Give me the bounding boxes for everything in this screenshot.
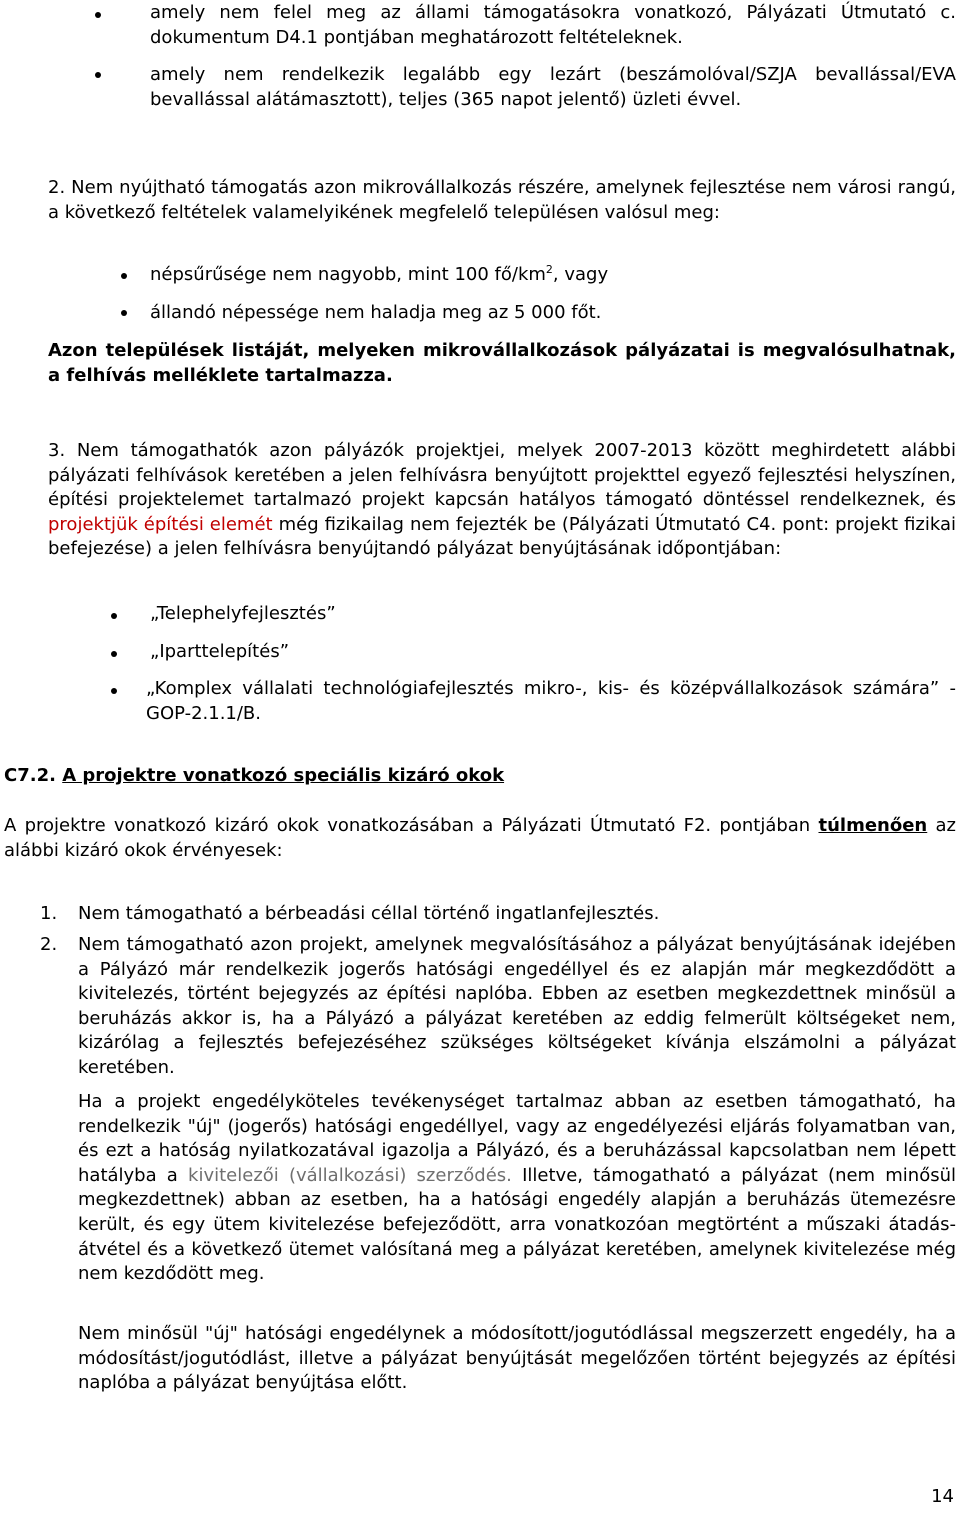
- list-item: „Iparttelepítés”: [150, 641, 290, 662]
- section-heading: [4, 764, 956, 789]
- intro-paragraph: [4, 814, 956, 863]
- intro-emphasis: túlmenően: [818, 815, 928, 836]
- bold-note: Azon települések listáját, melyeken mikrovállalkozások pályázatai is megvalósulhatnak, a felhívás melléklete tartalmazza.: [48, 340, 956, 386]
- gray-text: kivitelezői (vállalkozási) szerződés.: [188, 1164, 512, 1186]
- section-3-paragraph: [48, 439, 956, 562]
- list-item: „Telephelyfejlesztés”: [150, 603, 336, 624]
- heading-number: C7.2.: [4, 765, 56, 786]
- bullet-dot: [95, 12, 101, 18]
- bullet-dot: [111, 688, 117, 694]
- list-item: amely nem felel meg az állami támogatásokra vonatkozó, Pályázati Útmutató c. dokumentum D4.1 pontjában meghatározott feltételeknek.: [150, 2, 956, 48]
- bullet-dot: [111, 651, 117, 657]
- section-2-paragraph: [48, 176, 956, 225]
- numbered-item: Nem támogatható azon projekt, amelynek megvalósításához a pályázat benyújtásának idejében a Pályázó már rendelkezik jogerős hatósági engedéllyel és ez alapján már megkezdődött a kivitelezés, történt bejegyzés az építési naplóba. Ebben az esetben megkezdettnek minősül a beruházás akkor is, ha a Pályázó a pályázat keretében az eddig felmerült költségeket nem, kizárólag a fejlesztés befejezéséhez szükséges költségeket kívánja elszámolni a pályázat keretében.: [78, 934, 956, 1078]
- paragraph-text-cont: Illetve, támogatható a pályázat (nem minősül megkezdettnek) abban az esetben, ha a hatósági engedély alapján a beruházás ütemezésre került, és egy ütem kivitelezése befejeződött, arra vonatkozóan megtörtént a műszaki átadás-átvétel és a következő ütemet valósítaná meg a pályázat keretében, amelynek kivitelezése még nem kezdődött meg.: [78, 1164, 956, 1285]
- superscript: 2: [545, 263, 553, 276]
- list-item: állandó népessége nem haladja meg az 5 000 főt.: [150, 302, 602, 323]
- intro-text-cont: az alábbi kizáró okok érvényesek:: [4, 815, 956, 861]
- bullet-dot: [121, 310, 127, 316]
- item-number: 2.: [40, 934, 58, 955]
- list-item: „Komplex vállalati technológiafejlesztés mikro-, kis- és középvállalkozások számára” - GOP-2.1.1/B.: [146, 678, 956, 724]
- list-item-tail: , vagy: [552, 264, 609, 285]
- bullet-dot: [95, 72, 101, 78]
- item-number: 1.: [40, 903, 58, 924]
- section-number: 3.: [48, 440, 66, 461]
- section-text-cont: még fizikailag nem fejezték be (Pályázati Útmutató C4. pont: projekt fizikai befejezése) a jelen felhívásra benyújtandó pályázat benyújtásának időpontjában:: [48, 513, 956, 560]
- bullet-dot: [111, 613, 117, 619]
- section-text: Nem nyújtható támogatás azon mikrovállalkozás részére, amelynek fejlesztése nem városi rangú, a következő feltételek valamelyikének megfelelő településen valósul meg:: [48, 177, 956, 223]
- paragraph: Nem minősül "új" hatósági engedélynek a módosított/jogutódlással megszerzett engedély, ha a módosítást/jogutódlást, illetve a pályázat benyújtását megelőzően történt bejegyzés az építési naplóba a pályázat benyújtása előtt.: [78, 1323, 956, 1394]
- heading-title: A projektre vonatkozó speciális kizáró okok: [62, 765, 505, 786]
- paragraph: [78, 1090, 956, 1287]
- section-number: 2.: [48, 177, 66, 198]
- page-number: 14: [931, 1486, 954, 1507]
- list-item: [150, 263, 956, 288]
- bullet-dot: [121, 273, 127, 279]
- list-item: amely nem rendelkezik legalább egy lezárt (beszámolóval/SZJA bevallással/EVA bevallással alátámasztott), teljes (365 napot jelentő) üzleti évvel.: [150, 64, 956, 110]
- numbered-item: Nem támogatható a bérbeadási céllal történő ingatlanfejlesztés.: [78, 903, 660, 924]
- intro-text: A projektre vonatkozó kizáró okok vonatkozásában a Pályázati Útmutató F2. pontjában: [4, 815, 811, 836]
- highlighted-text: projektjük építési elemét: [48, 513, 273, 535]
- list-item-text: népsűrűsége nem nagyobb, mint 100 fő/km: [150, 264, 546, 285]
- paragraph-text: Ha a projekt engedélyköteles tevékenységet tartalmaz abban az esetben támogatható, ha rendelkezik "új" (jogerős) hatósági engedéllyel, vagy az engedélyezési eljárás folyamatban van, és ezt a hatóság nyilatkozatával igazolja a Pályázó, és a beruházással kapcsolatban nem lépett hatályba a: [78, 1091, 956, 1186]
- section-text: Nem támogathatók azon pályázók projektjei, melyek 2007-2013 között meghirdetett alábbi pályázati felhívások keretében a jelen felhívásra benyújtott projekttel egyező fejlesztési helyszínen, építési projektelemet tartalmazó projekt kapcsán hatályos támogató döntéssel rendelkeznek, és: [48, 440, 956, 511]
